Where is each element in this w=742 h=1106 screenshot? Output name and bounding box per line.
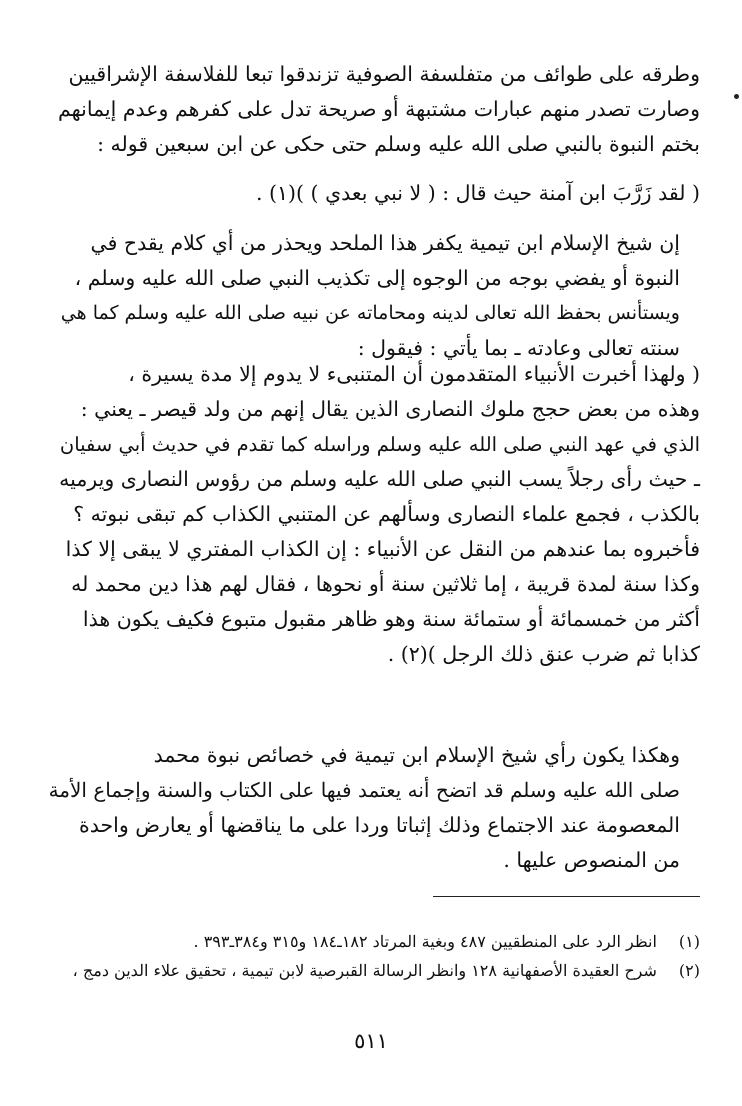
footnote-2 (48, 956, 700, 985)
paragraph-line: الذي في عهد النبي صلى الله عليه وسلم وراسله كما تقدم في حديث أبي سفيان (59, 433, 700, 456)
paragraph-line: صلى الله عليه وسلم قد اتضح أنه يعتمد فيها على الكتاب والسنة وإجماع الأمة (48, 778, 680, 802)
paragraph-2 (48, 226, 700, 366)
paragraph-line: النبوة أو يفضي بوجه من الوجوه إلى تكذيب النبي صلى الله عليه وسلم ، (74, 266, 680, 290)
paragraph-line: المعصومة عند الاجتماع وذلك إثباتا وردا على ما يناقضها أو يعارض واحدة (78, 813, 680, 837)
paragraph-line: وصارت تصدر منهم عبارات مشتبهة أو صريحة تدل على كفرهم وعدم إيمانهم (58, 97, 700, 121)
paragraph-line: إن شيخ الإسلام ابن تيمية يكفر هذا الملحد ويحذر من أي كلام يقدح في (90, 231, 680, 255)
page-number: ٥١١ (354, 1029, 388, 1053)
paragraph-line: من المنصوص عليها . (503, 848, 680, 872)
paragraph-line: وكذا سنة لمدة قريبة ، إما ثلاثين سنة أو نحوها ، فقال لهم هذا دين محمد له (71, 572, 700, 596)
footnote-text: انظر الرد على المنطقيين ٤٨٧ وبغية المرتاد ١٨٢ـ١٨٤ و٣١٥ و٣٨٤ـ٣٩٣ . (193, 932, 657, 951)
footnote-1 (48, 927, 700, 956)
paragraph-line: ( لقد زَرَّبَ ابن آمنة حيث قال : ( لا نبي بعدي ) )(١) . (256, 181, 700, 205)
quotation-ibn-taymiyya (48, 357, 700, 672)
paragraph-line: سنته تعالى وعادته ـ بما يأتي : فيقول : (357, 336, 680, 360)
margin-dot-mark (734, 94, 739, 99)
footnote-text-continued (48, 985, 700, 1014)
paragraph-line: ـ حيث رأى رجلاً يسب النبي صلى الله عليه وسلم من رؤوس النصارى ويرميه (59, 467, 700, 491)
paragraph-line: كذابا ثم ضرب عنق ذلك الرجل )(٢) . (387, 642, 700, 666)
paragraph-line: بختم النبوة بالنبي صلى الله عليه وسلم حتى حكى عن ابن سبعين قوله : (97, 132, 700, 156)
paragraph-line: أكثر من خمسمائة أو ستمائة سنة وهو ظاهر مقبول متبوع فكيف يكون هذا (82, 607, 700, 631)
paragraph-3 (48, 738, 700, 878)
paragraph-line: ويستأنس بحفظ الله تعالى لدينه ومحاماته عن نبيه صلى الله عليه وسلم كما هي (60, 302, 680, 324)
paragraph-line: ( ولهذا أخبرت الأنبياء المتقدمون أن المتنبىء لا يدوم إلا مدة يسيرة ، (128, 362, 700, 386)
paragraph-line: وطرقه على طوائف من متفلسفة الصوفية تزندقوا تبعا للفلاسفة الإشراقيين (68, 62, 700, 86)
footnote-number: (١) (678, 932, 700, 951)
quotation-ibn-sabin (48, 176, 700, 211)
paragraph-line: بالكذب ، فجمع علماء النصارى وسألهم عن المتنبي الكذاب كم تبقى نبوته ؟ (73, 502, 700, 526)
footnotes (48, 927, 700, 1014)
paragraph-line: فأخبروه بما عندهم من النقل عن الأنبياء : إن الكذاب المفتري لا يبقى إلا كذا (65, 537, 700, 561)
paragraph-1 (48, 57, 700, 162)
footnote-divider (433, 896, 700, 897)
footnote-number: (٢) (678, 961, 700, 980)
footnote-text: شرح العقيدة الأصفهانية ١٢٨ وانظر الرسالة القبرصية لابن تيمية ، تحقيق علاء الدين دمج ، (72, 961, 657, 980)
paragraph-line: وهذه من بعض حجج ملوك النصارى الذين يقال إنهم من ولد قيصر ـ يعني : (80, 397, 700, 421)
paragraph-line: وهكذا يكون رأي شيخ الإسلام ابن تيمية في خصائص نبوة محمد (153, 743, 680, 767)
